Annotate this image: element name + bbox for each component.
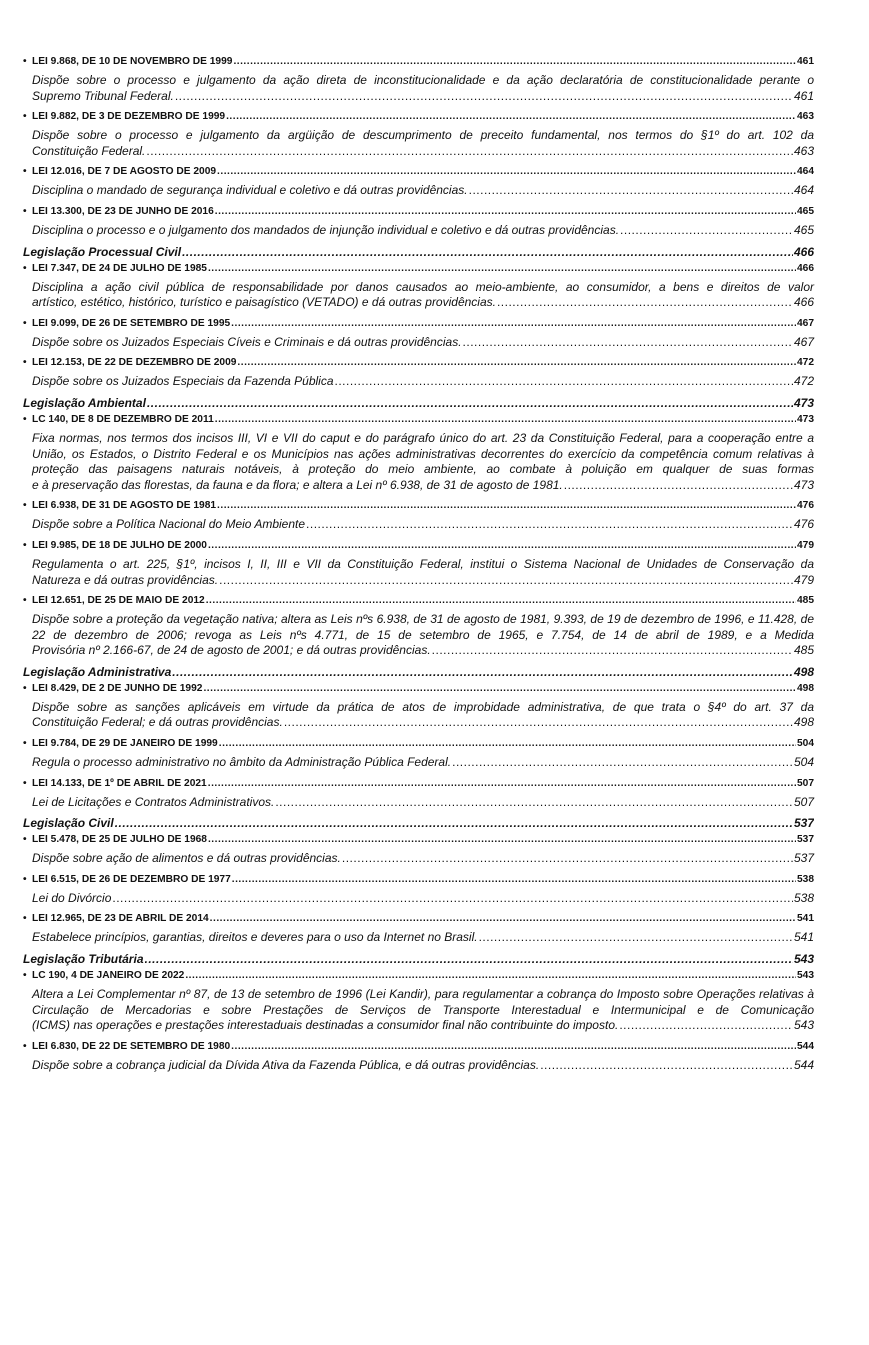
description-last-line: Lei do Divórcio xyxy=(32,890,112,905)
page-number: 461 xyxy=(793,88,814,103)
dot-leader xyxy=(237,355,796,371)
dot-leader xyxy=(619,1018,793,1034)
page-number: 498 xyxy=(793,715,814,730)
toc-description xyxy=(23,930,814,946)
toc-law-entry[interactable] xyxy=(23,776,814,792)
dot-leader xyxy=(432,643,793,659)
toc-description xyxy=(23,795,814,811)
dot-leader xyxy=(217,498,796,514)
toc-description xyxy=(23,1058,814,1074)
toc-law-entry[interactable] xyxy=(23,1039,814,1055)
toc-law-entry[interactable] xyxy=(23,109,814,125)
toc-description xyxy=(23,755,814,771)
description-text: Dispõe sobre a proteção da vegetação nativa; altera as Leis nºs 6.938, de 31 de agosto de 1981, 9.393, de 19 de dezembro de 1996, e 11.428, de 22 de dezembro de 2006; revoga as Leis nºs 4.771, de 15 de setembro de 1965, e 7.754, de 14 de abril de 1989, e a Medida xyxy=(32,612,814,642)
law-title: LEI 8.429, DE 2 DE JUNHO DE 1992 xyxy=(32,682,203,694)
toc-law-entry[interactable] xyxy=(23,498,814,514)
toc-description xyxy=(23,183,814,199)
table-of-contents xyxy=(23,54,814,1078)
dot-leader xyxy=(208,832,796,848)
description-last-line: Estabelece princípios, garantias, direitos e deveres para o uso da Internet no Brasil. xyxy=(32,930,478,945)
dot-leader xyxy=(306,517,793,533)
toc-description xyxy=(23,223,814,239)
toc-category-heading[interactable] xyxy=(23,395,814,412)
bullet-icon: • xyxy=(23,913,27,925)
description-last-line: Supremo Tribunal Federal. xyxy=(32,88,174,103)
bullet-icon: • xyxy=(23,777,27,789)
dot-leader xyxy=(219,736,796,752)
page-number: 537 xyxy=(793,816,814,831)
dot-leader xyxy=(231,1039,796,1055)
toc-category-heading[interactable] xyxy=(23,951,814,968)
dot-leader xyxy=(275,795,793,811)
page-number: 498 xyxy=(793,664,814,679)
dot-leader xyxy=(208,261,796,277)
dot-leader xyxy=(469,183,793,199)
category-title: Legislação Civil xyxy=(23,816,114,831)
law-title: LEI 9.784, DE 29 DE JANEIRO DE 1999 xyxy=(32,738,218,750)
toc-description xyxy=(23,73,814,104)
description-last-line: Dispõe sobre a Política Nacional do Meio Ambiente xyxy=(32,517,306,532)
category-title: Legislação Administrativa xyxy=(23,664,172,679)
description-last-line: Constituição Federal; e dá outras providências. xyxy=(32,715,283,730)
toc-law-entry[interactable] xyxy=(23,872,814,888)
bullet-icon: • xyxy=(23,738,27,750)
toc-law-entry[interactable] xyxy=(23,204,814,220)
description-last-line: Dispõe sobre ação de alimentos e dá outras providências. xyxy=(32,851,341,866)
dot-leader xyxy=(452,755,793,771)
page-number: 504 xyxy=(793,755,814,770)
toc-law-entry[interactable] xyxy=(23,261,814,277)
toc-description xyxy=(23,280,814,311)
dot-leader xyxy=(217,164,796,180)
description-text: Regulamenta o art. 225, §1º, incisos I, II, III e VII da Constituição Federal, institui o Sistema Nacional de Unidades de Conservação da xyxy=(32,556,814,571)
law-title: LEI 14.133, DE 1º DE ABRIL DE 2021 xyxy=(32,777,207,789)
toc-law-entry[interactable] xyxy=(23,164,814,180)
description-last-line: Dispõe sobre os Juizados Especiais da Fazenda Pública xyxy=(32,374,334,389)
law-title: LC 140, DE 8 DE DEZEMBRO DE 2011 xyxy=(32,413,214,425)
bullet-icon: • xyxy=(23,56,27,67)
dot-leader xyxy=(206,593,796,609)
bullet-icon: • xyxy=(23,500,27,512)
bullet-icon: • xyxy=(23,317,27,329)
toc-description xyxy=(23,374,814,390)
bullet-icon: • xyxy=(23,1040,27,1052)
dot-leader xyxy=(210,911,796,927)
description-text: Dispõe sobre as sanções aplicáveis em virtude da prática de atos de improbidade administrativa, de que trata o §4º do art. 37 da xyxy=(32,699,814,714)
page-number: 541 xyxy=(797,913,814,925)
page-number: 537 xyxy=(793,851,814,866)
dot-leader xyxy=(233,54,796,70)
page-number: 472 xyxy=(793,374,814,389)
page-number: 541 xyxy=(793,930,814,945)
dot-leader xyxy=(203,681,796,697)
toc-description xyxy=(23,335,814,351)
description-last-line: Disciplina o processo e o julgamento dos mandados de injunção individual e coletivo e dá outras providências. xyxy=(32,222,620,237)
dot-leader xyxy=(335,374,793,390)
page-number: 543 xyxy=(797,970,814,982)
law-title: LEI 12.965, DE 23 DE ABRIL DE 2014 xyxy=(32,913,209,925)
page-number: 485 xyxy=(793,643,814,658)
toc-category-heading[interactable] xyxy=(23,664,814,681)
toc-description xyxy=(23,700,814,731)
bullet-icon: • xyxy=(23,166,27,178)
description-text: Fixa normas, nos termos dos incisos III, VI e VII do caput e do parágrafo único do art. 23 da Constituição Federal, para a cooperação entre a União, os Estados, o Distrito Federal e os Municípios nas ações administrativas decorrentes do exercício da competência comum relativas à proteção das paisagens naturais notáveis, à proteção do meio ambiente, ao combate à poluição em qualquer de suas formas xyxy=(32,430,814,477)
law-title: LEI 9.985, DE 18 DE JULHO DE 2000 xyxy=(32,539,207,551)
description-text: Altera a Lei Complementar nº 87, de 13 de setembro de 1996 (Lei Kandir), para regulamentar a cobrança do Imposto sobre Operações relativas à Circulação de Mercadorias e sobre Prestações de Serviços de Transporte Interestadual e Intermunicipal e de Comunicação xyxy=(32,987,814,1017)
description-last-line: Disciplina o mandado de segurança individual e coletivo e dá outras providências. xyxy=(32,183,468,198)
bullet-icon: • xyxy=(23,834,27,846)
description-last-line: artístico, estético, histórico, turístico e paisagístico (VETADO) e dá outras providências. xyxy=(32,295,496,310)
page-number: 544 xyxy=(793,1057,814,1072)
description-last-line: Regula o processo administrativo no âmbito da Administração Pública Federal. xyxy=(32,755,452,770)
toc-law-entry[interactable] xyxy=(23,681,814,697)
dot-leader xyxy=(172,664,793,681)
bullet-icon: • xyxy=(23,262,27,274)
page-number: 473 xyxy=(793,477,814,492)
bullet-icon: • xyxy=(23,970,27,982)
page-number: 466 xyxy=(797,262,814,274)
dot-leader xyxy=(463,335,793,351)
toc-law-entry[interactable] xyxy=(23,355,814,371)
page-number: 504 xyxy=(797,738,814,750)
dot-leader xyxy=(620,223,793,239)
dot-leader xyxy=(284,715,793,731)
page-number: 467 xyxy=(793,334,814,349)
bullet-icon: • xyxy=(23,595,27,607)
toc-law-entry[interactable] xyxy=(23,412,814,428)
dot-leader xyxy=(232,872,796,888)
bullet-icon: • xyxy=(23,873,27,885)
dot-leader xyxy=(185,968,796,984)
description-text: Dispõe sobre o processo e julgamento da ação direta de inconstitucionalidade e da ação declaratória de constitucionalidade perante o xyxy=(32,73,814,87)
law-title: LEI 12.651, DE 25 DE MAIO DE 2012 xyxy=(32,595,205,607)
law-title: LEI 9.868, DE 10 DE NOVEMBRO DE 1999 xyxy=(32,56,233,67)
description-last-line: Lei de Licitações e Contratos Administrativos. xyxy=(32,794,275,809)
dot-leader xyxy=(145,951,793,968)
page-number: 543 xyxy=(793,952,814,967)
page-number: 498 xyxy=(797,682,814,694)
dot-leader xyxy=(147,395,793,412)
toc-law-entry[interactable] xyxy=(23,736,814,752)
dot-leader xyxy=(208,538,796,554)
description-text: Dispõe sobre o processo e julgamento da argüição de descumprimento de preceito fundamental, nos termos do §1º do art. 102 da xyxy=(32,128,814,143)
page-number: 463 xyxy=(793,143,814,158)
description-last-line: Provisória nº 2.166-67, de 24 de agosto de 2001; e dá outras providências. xyxy=(32,643,431,658)
toc-description xyxy=(23,891,814,907)
dot-leader xyxy=(215,412,796,428)
law-title: LEI 12.016, DE 7 DE AGOSTO DE 2009 xyxy=(32,166,217,178)
page-number: 467 xyxy=(797,317,814,329)
page-number: 464 xyxy=(793,183,814,198)
page-number: 485 xyxy=(797,595,814,607)
dot-leader xyxy=(497,295,793,311)
dot-leader xyxy=(208,776,796,792)
page-number: 479 xyxy=(793,572,814,587)
toc-law-entry[interactable] xyxy=(23,54,814,70)
dot-leader xyxy=(342,851,793,867)
law-title: LEI 6.830, DE 22 DE SETEMBRO DE 1980 xyxy=(32,1040,231,1052)
description-last-line: (ICMS) nas operações e prestações interestaduais destinadas a consumidor final não contribuinte do imposto. xyxy=(32,1018,619,1033)
toc-description xyxy=(23,612,814,659)
page-number: 461 xyxy=(797,56,814,67)
law-title: LEI 9.882, DE 3 DE DEZEMBRO DE 1999 xyxy=(32,111,226,123)
dot-leader xyxy=(479,930,793,946)
page-number: 538 xyxy=(797,873,814,885)
page-number: 476 xyxy=(793,517,814,532)
page-number: 465 xyxy=(793,222,814,237)
law-title: LEI 6.515, DE 26 DE DEZEMBRO DE 1977 xyxy=(32,873,231,885)
page-number: 472 xyxy=(797,357,814,369)
toc-law-entry[interactable] xyxy=(23,316,814,332)
page-number: 476 xyxy=(797,500,814,512)
toc-description xyxy=(23,987,814,1034)
page-number: 544 xyxy=(797,1040,814,1052)
dot-leader xyxy=(540,1058,793,1074)
page-number: 543 xyxy=(793,1018,814,1033)
toc-description xyxy=(23,128,814,159)
bullet-icon: • xyxy=(23,111,27,123)
toc-category-heading[interactable] xyxy=(23,815,814,832)
page-number: 466 xyxy=(793,244,814,259)
toc-description xyxy=(23,851,814,867)
toc-law-entry[interactable] xyxy=(23,832,814,848)
category-title: Legislação Tributária xyxy=(23,952,144,967)
dot-leader xyxy=(182,244,793,261)
page-number: 463 xyxy=(797,111,814,123)
dot-leader xyxy=(231,316,796,332)
dot-leader xyxy=(219,573,793,589)
law-title: LEI 13.300, DE 23 DE JUNHO DE 2016 xyxy=(32,205,214,217)
dot-leader xyxy=(146,144,793,160)
dot-leader xyxy=(175,89,793,105)
dot-leader xyxy=(215,204,796,220)
dot-leader xyxy=(112,891,793,907)
toc-law-entry[interactable] xyxy=(23,968,814,984)
law-title: LC 190, 4 DE JANEIRO DE 2022 xyxy=(32,970,185,982)
description-last-line: Constituição Federal. xyxy=(32,143,146,158)
law-title: LEI 5.478, DE 25 DE JULHO DE 1968 xyxy=(32,834,207,846)
page-number: 473 xyxy=(793,395,814,410)
toc-law-entry[interactable] xyxy=(23,593,814,609)
bullet-icon: • xyxy=(23,682,27,694)
bullet-icon: • xyxy=(23,539,27,551)
page-number: 479 xyxy=(797,539,814,551)
page-number: 473 xyxy=(797,413,814,425)
dot-leader xyxy=(226,109,796,125)
bullet-icon: • xyxy=(23,205,27,217)
toc-law-entry[interactable] xyxy=(23,538,814,554)
law-title: LEI 7.347, DE 24 DE JULHO DE 1985 xyxy=(32,262,207,274)
category-title: Legislação Processual Civil xyxy=(23,244,182,259)
law-title: LEI 12.153, DE 22 DE DEZEMBRO DE 2009 xyxy=(32,357,237,369)
description-last-line: Dispõe sobre a cobrança judicial da Dívida Ativa da Fazenda Pública, e dá outras providências. xyxy=(32,1057,540,1072)
page-number: 507 xyxy=(793,794,814,809)
law-title: LEI 9.099, DE 26 DE SETEMBRO DE 1995 xyxy=(32,317,231,329)
bullet-icon: • xyxy=(23,413,27,425)
dot-leader xyxy=(564,478,793,494)
page-number: 464 xyxy=(797,166,814,178)
page-number: 465 xyxy=(797,205,814,217)
dot-leader xyxy=(115,815,793,832)
toc-description xyxy=(23,431,814,493)
category-title: Legislação Ambiental xyxy=(23,395,146,410)
page-number: 537 xyxy=(797,834,814,846)
toc-description xyxy=(23,557,814,588)
bullet-icon: • xyxy=(23,357,27,369)
description-last-line: Natureza e dá outras providências. xyxy=(32,572,219,587)
toc-category-heading[interactable] xyxy=(23,244,814,261)
law-title: LEI 6.938, DE 31 DE AGOSTO DE 1981 xyxy=(32,500,217,512)
page-number: 538 xyxy=(793,890,814,905)
page-number: 507 xyxy=(797,777,814,789)
toc-law-entry[interactable] xyxy=(23,911,814,927)
description-last-line: Dispõe sobre os Juizados Especiais Cíveis e Criminais e dá outras providências. xyxy=(32,334,462,349)
description-last-line: e à preservação das florestas, da fauna e da flora; e altera a Lei nº 6.938, de 31 de agosto de 1981. xyxy=(32,477,563,492)
description-text: Disciplina a ação civil pública de responsabilidade por danos causados ao meio-ambiente, ao consumidor, a bens e direitos de valor xyxy=(32,279,814,294)
page-number: 466 xyxy=(793,295,814,310)
toc-description xyxy=(23,517,814,533)
